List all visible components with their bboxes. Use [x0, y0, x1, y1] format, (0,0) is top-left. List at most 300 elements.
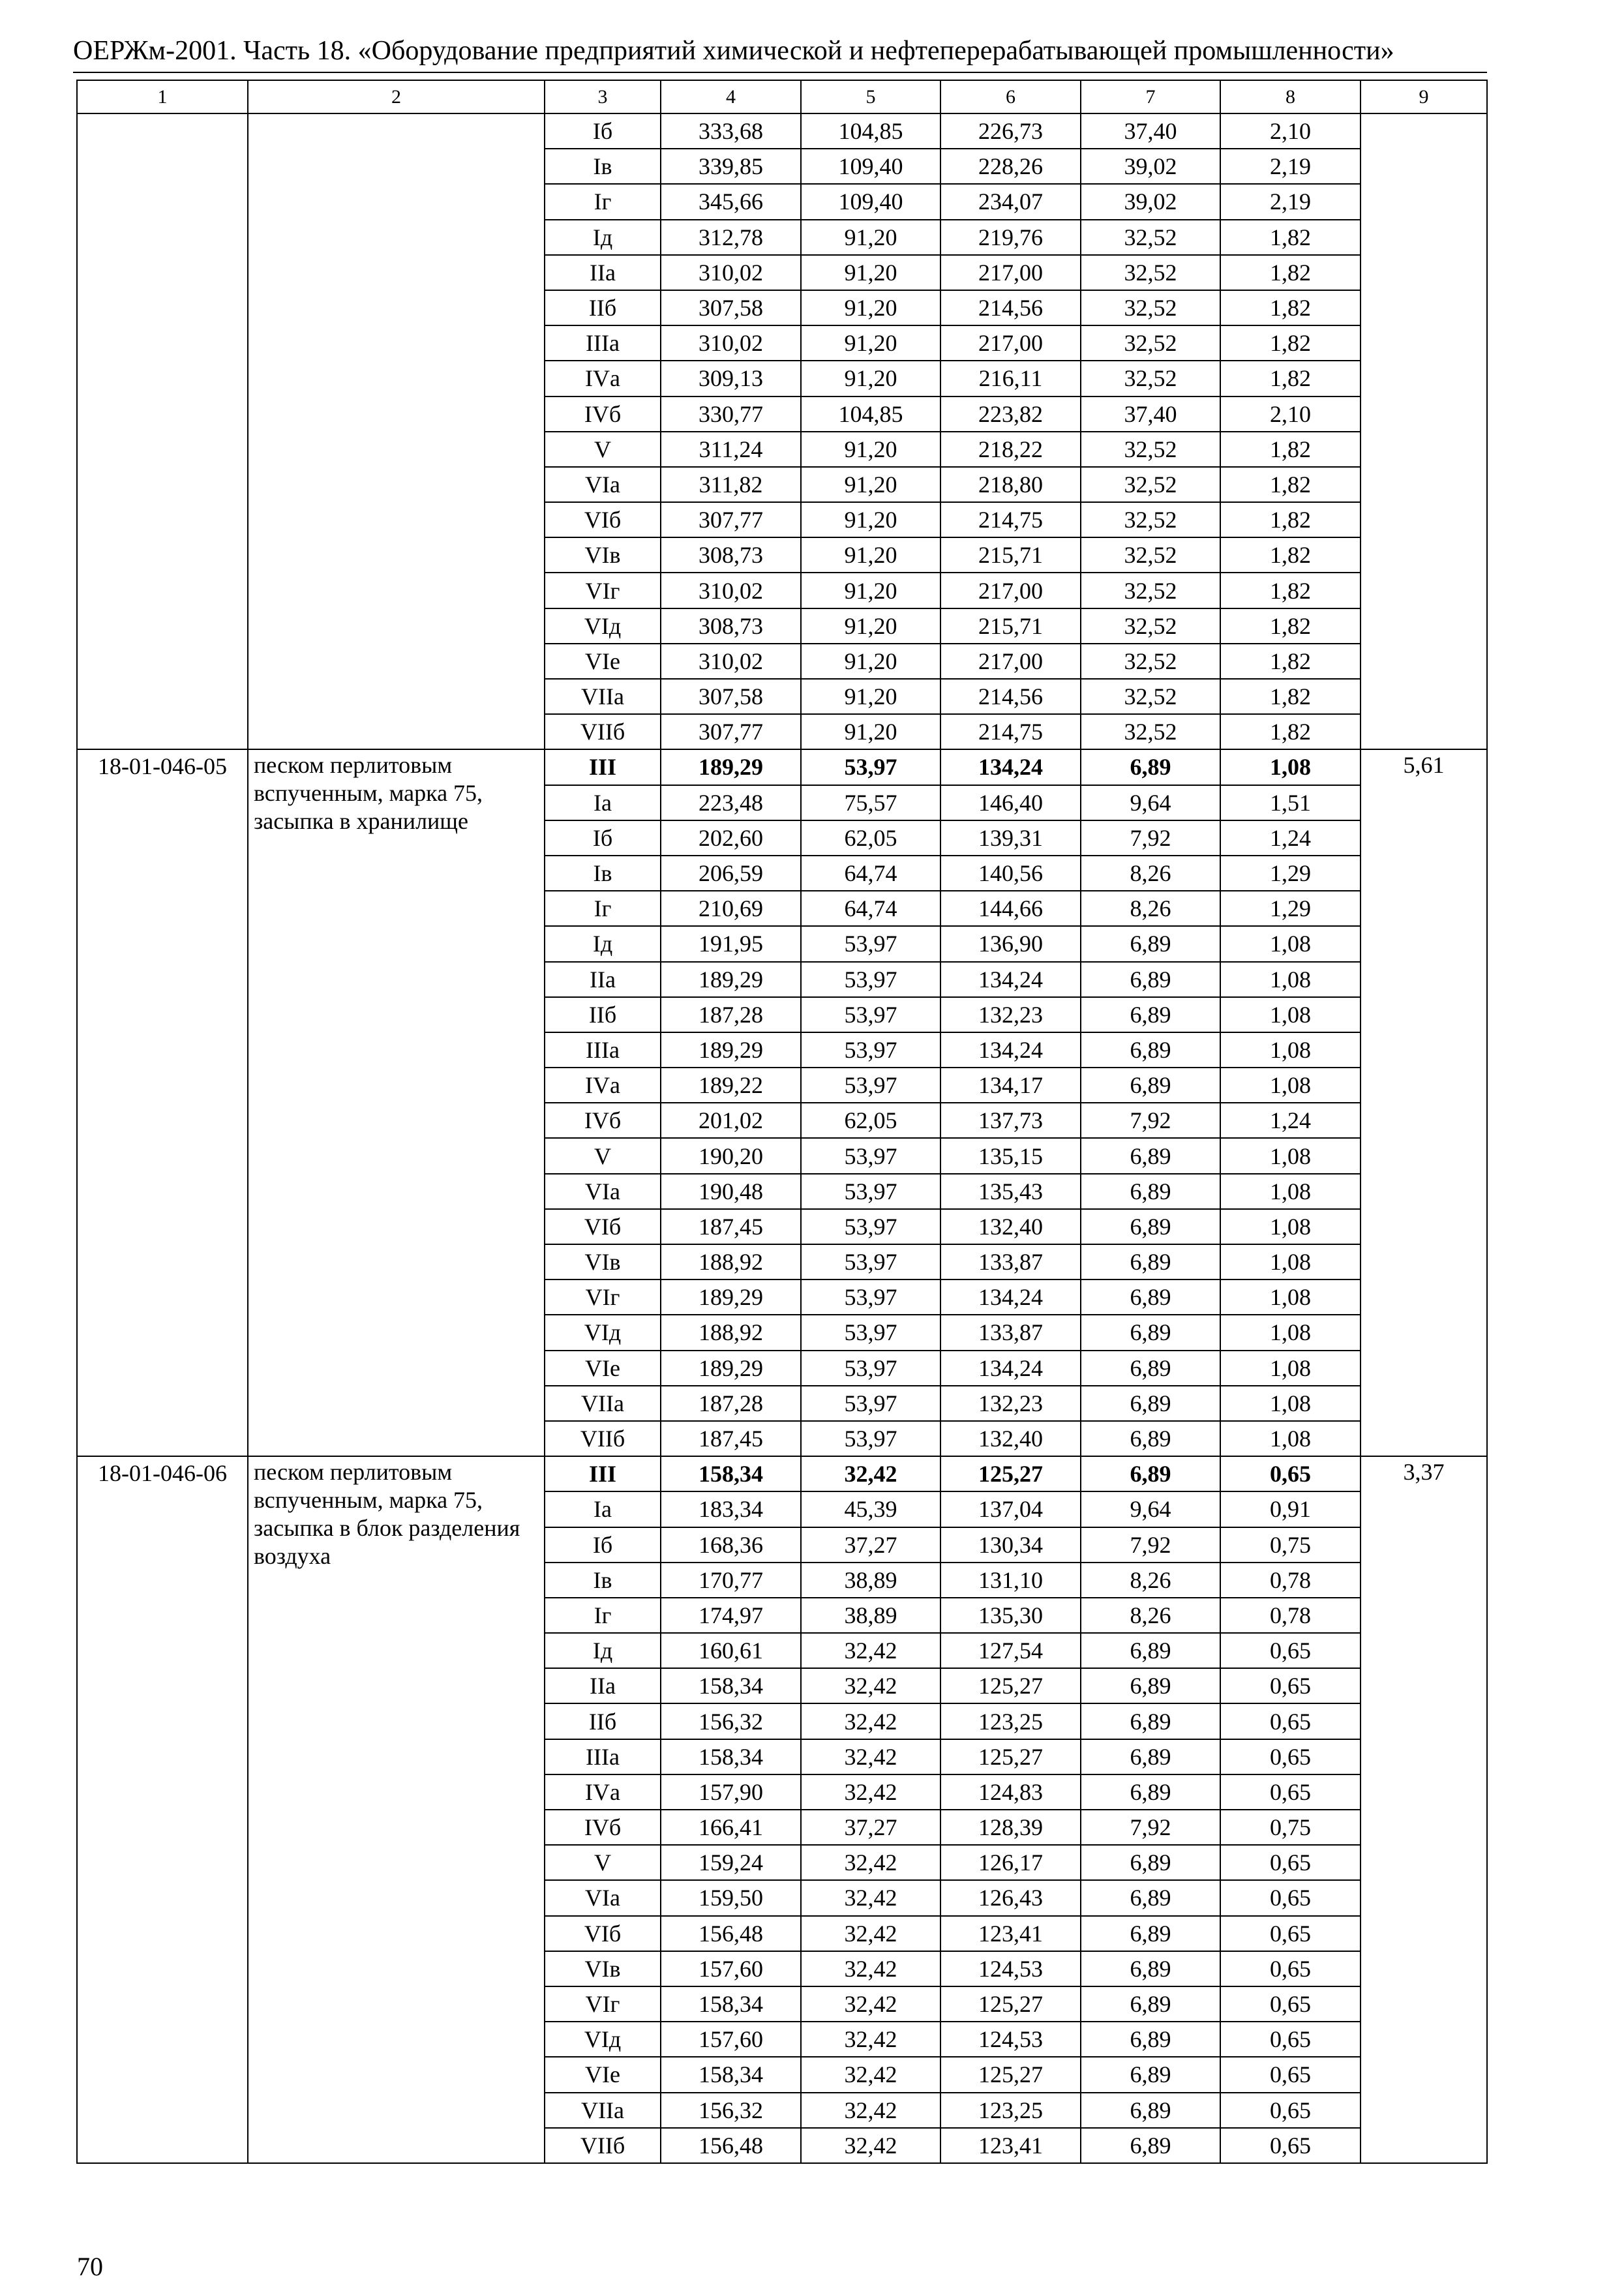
materials-cost-cell: 1,08 [1220, 1209, 1361, 1244]
machinist-wages-cell: 32,52 [1081, 220, 1220, 255]
machinist-wages-cell: 6,89 [1081, 997, 1220, 1032]
machine-cost-cell: 134,24 [940, 1351, 1081, 1386]
total-cost-cell: 333,68 [661, 113, 801, 149]
total-cost-cell: 189,29 [661, 1032, 801, 1068]
machinist-wages-cell: 6,89 [1081, 1845, 1220, 1880]
machinist-wages-cell: 32,52 [1081, 502, 1220, 537]
zone-cell: Iд [545, 220, 661, 255]
materials-cost-cell: 1,82 [1220, 679, 1361, 714]
wages-cell: 91,20 [801, 290, 940, 325]
wages-cell: 32,42 [801, 1668, 940, 1703]
zone-cell: Iд [545, 1633, 661, 1668]
machinist-wages-cell: 7,92 [1081, 1527, 1220, 1563]
machinist-wages-cell: 32,52 [1081, 255, 1220, 290]
zone-cell: Iв [545, 149, 661, 184]
wages-cell: 104,85 [801, 113, 940, 149]
wages-cell: 32,42 [801, 1845, 940, 1880]
wages-cell: 91,20 [801, 220, 940, 255]
zone-cell: IIб [545, 1703, 661, 1739]
wages-cell: 91,20 [801, 255, 940, 290]
materials-cost-cell: 0,78 [1220, 1598, 1361, 1633]
wages-cell: 64,74 [801, 856, 940, 891]
page-title: ОЕРЖм-2001. Часть 18. «Оборудование предприятий химической и нефтеперерабатывающей промышленности» [73, 36, 1394, 66]
zone-cell: IVб [545, 396, 661, 432]
machinist-wages-cell: 39,02 [1081, 149, 1220, 184]
machine-cost-cell: 134,24 [940, 749, 1081, 785]
materials-cost-cell: 1,24 [1220, 820, 1361, 856]
column-number: 1 [77, 80, 248, 113]
total-cost-cell: 156,32 [661, 1703, 801, 1739]
machine-cost-cell: 130,34 [940, 1527, 1081, 1563]
zone-cell: V [545, 1138, 661, 1173]
machine-cost-cell: 214,75 [940, 714, 1081, 749]
column-number: 5 [801, 80, 940, 113]
zone-cell: IIа [545, 255, 661, 290]
machine-cost-cell: 234,07 [940, 184, 1081, 219]
materials-cost-cell: 1,08 [1220, 1315, 1361, 1350]
machine-cost-cell: 132,23 [940, 1386, 1081, 1421]
machine-cost-cell: 140,56 [940, 856, 1081, 891]
machinist-wages-cell: 6,89 [1081, 1703, 1220, 1739]
zone-cell: IVа [545, 361, 661, 396]
machinist-wages-cell: 37,40 [1081, 113, 1220, 149]
zone-cell: IIIа [545, 325, 661, 361]
machine-cost-cell: 146,40 [940, 785, 1081, 820]
total-cost-cell: 345,66 [661, 184, 801, 219]
total-cost-cell: 189,29 [661, 1279, 801, 1315]
materials-cost-cell: 1,82 [1220, 644, 1361, 679]
table-row [77, 749, 1487, 785]
materials-cost-cell: 1,08 [1220, 1351, 1361, 1386]
materials-cost-cell: 1,08 [1220, 1386, 1361, 1421]
zone-cell: IVб [545, 1810, 661, 1845]
zone-cell: IVб [545, 1103, 661, 1138]
total-cost-cell: 157,60 [661, 1951, 801, 1986]
zone-cell: Iб [545, 820, 661, 856]
materials-cost-cell: 0,65 [1220, 1633, 1361, 1668]
machine-cost-cell: 133,87 [940, 1315, 1081, 1350]
zone-cell: VIд [545, 608, 661, 644]
total-cost-cell: 210,69 [661, 891, 801, 926]
header-divider [73, 72, 1487, 73]
machine-cost-cell: 135,43 [940, 1174, 1081, 1209]
machine-cost-cell: 136,90 [940, 926, 1081, 961]
total-cost-cell: 191,95 [661, 926, 801, 961]
materials-cost-cell: 2,19 [1220, 184, 1361, 219]
zone-cell: VIг [545, 1986, 661, 2022]
total-cost-cell: 190,20 [661, 1138, 801, 1173]
wages-cell: 91,20 [801, 573, 940, 608]
materials-cost-cell: 0,78 [1220, 1563, 1361, 1598]
total-cost-cell: 187,28 [661, 997, 801, 1032]
zone-cell: VIв [545, 537, 661, 573]
materials-cost-cell: 0,75 [1220, 1527, 1361, 1563]
zone-cell: Iд [545, 926, 661, 961]
materials-cost-cell: 1,82 [1220, 714, 1361, 749]
machine-cost-cell: 131,10 [940, 1563, 1081, 1598]
wages-cell: 53,97 [801, 1315, 940, 1350]
machinist-wages-cell: 32,52 [1081, 644, 1220, 679]
machine-cost-cell: 123,41 [940, 1916, 1081, 1951]
total-cost-cell: 308,73 [661, 537, 801, 573]
total-cost-cell: 307,77 [661, 714, 801, 749]
wages-cell: 37,27 [801, 1810, 940, 1845]
zone-cell: Iб [545, 113, 661, 149]
wages-cell: 91,20 [801, 361, 940, 396]
zone-cell: VIб [545, 1209, 661, 1244]
machinist-wages-cell: 7,92 [1081, 1810, 1220, 1845]
wages-cell: 91,20 [801, 679, 940, 714]
zone-cell: III [545, 1456, 661, 1491]
total-cost-cell: 158,34 [661, 1739, 801, 1774]
wages-cell: 32,42 [801, 1951, 940, 1986]
materials-cost-cell: 1,82 [1220, 255, 1361, 290]
zone-cell: VIе [545, 2057, 661, 2092]
wages-cell: 64,74 [801, 891, 940, 926]
column-number: 9 [1361, 80, 1487, 113]
wages-cell: 91,20 [801, 325, 940, 361]
total-cost-cell: 157,60 [661, 2022, 801, 2057]
wages-cell: 91,20 [801, 432, 940, 467]
rates-table [76, 80, 1488, 2164]
total-cost-cell: 159,24 [661, 1845, 801, 1880]
materials-cost-cell: 1,08 [1220, 997, 1361, 1032]
wages-cell: 45,39 [801, 1491, 940, 1527]
machinist-wages-cell: 32,52 [1081, 573, 1220, 608]
materials-cost-cell: 1,82 [1220, 537, 1361, 573]
machinist-wages-cell: 8,26 [1081, 891, 1220, 926]
materials-cost-cell: 1,82 [1220, 608, 1361, 644]
wages-cell: 32,42 [801, 1774, 940, 1810]
materials-cost-cell: 1,08 [1220, 962, 1361, 997]
machine-cost-cell: 125,27 [940, 1739, 1081, 1774]
zone-cell: Iв [545, 1563, 661, 1598]
wages-cell: 109,40 [801, 184, 940, 219]
column-number: 7 [1081, 80, 1220, 113]
materials-cost-cell: 0,65 [1220, 1703, 1361, 1739]
zone-cell: IIа [545, 962, 661, 997]
wages-cell: 53,97 [801, 1138, 940, 1173]
machine-cost-cell: 125,27 [940, 1986, 1081, 2022]
materials-cost-cell: 1,51 [1220, 785, 1361, 820]
machinist-wages-cell: 6,89 [1081, 1774, 1220, 1810]
work-description-cell [248, 113, 545, 749]
machine-cost-cell: 123,41 [940, 2128, 1081, 2163]
total-cost-cell: 308,73 [661, 608, 801, 644]
materials-cost-cell: 1,29 [1220, 856, 1361, 891]
total-cost-cell: 189,29 [661, 962, 801, 997]
total-cost-cell: 307,58 [661, 679, 801, 714]
table-body [77, 80, 1487, 2163]
machinist-wages-cell: 6,89 [1081, 2022, 1220, 2057]
materials-cost-cell: 1,29 [1220, 891, 1361, 926]
total-cost-cell: 159,50 [661, 1880, 801, 1915]
zone-cell: Iв [545, 856, 661, 891]
zone-cell: IIб [545, 997, 661, 1032]
zone-cell: IIIа [545, 1032, 661, 1068]
zone-cell: VIIа [545, 1386, 661, 1421]
column-9-cell: 5,61 [1361, 749, 1487, 1456]
rate-code-cell: 18-01-046-06 [77, 1456, 248, 2163]
total-cost-cell: 310,02 [661, 325, 801, 361]
machinist-wages-cell: 6,89 [1081, 1880, 1220, 1915]
total-cost-cell: 189,22 [661, 1068, 801, 1103]
total-cost-cell: 307,77 [661, 502, 801, 537]
total-cost-cell: 183,34 [661, 1491, 801, 1527]
wages-cell: 53,97 [801, 1421, 940, 1456]
zone-cell: VIг [545, 1279, 661, 1315]
machinist-wages-cell: 6,89 [1081, 1668, 1220, 1703]
machinist-wages-cell: 6,89 [1081, 926, 1220, 961]
zone-cell: Iг [545, 891, 661, 926]
total-cost-cell: 170,77 [661, 1563, 801, 1598]
total-cost-cell: 156,48 [661, 1916, 801, 1951]
total-cost-cell: 168,36 [661, 1527, 801, 1563]
materials-cost-cell: 0,65 [1220, 1456, 1361, 1491]
machinist-wages-cell: 37,40 [1081, 396, 1220, 432]
machinist-wages-cell: 6,89 [1081, 1138, 1220, 1173]
machine-cost-cell: 217,00 [940, 325, 1081, 361]
total-cost-cell: 187,28 [661, 1386, 801, 1421]
machinist-wages-cell: 6,89 [1081, 1421, 1220, 1456]
total-cost-cell: 157,90 [661, 1774, 801, 1810]
materials-cost-cell: 0,65 [1220, 1739, 1361, 1774]
total-cost-cell: 309,13 [661, 361, 801, 396]
machine-cost-cell: 133,87 [940, 1244, 1081, 1279]
wages-cell: 91,20 [801, 467, 940, 502]
total-cost-cell: 189,29 [661, 749, 801, 785]
machinist-wages-cell: 6,89 [1081, 1315, 1220, 1350]
machine-cost-cell: 214,56 [940, 290, 1081, 325]
materials-cost-cell: 1,82 [1220, 502, 1361, 537]
machine-cost-cell: 132,23 [940, 997, 1081, 1032]
machinist-wages-cell: 6,89 [1081, 1739, 1220, 1774]
zone-cell: III [545, 749, 661, 785]
wages-cell: 91,20 [801, 608, 940, 644]
wages-cell: 32,42 [801, 1916, 940, 1951]
machinist-wages-cell: 32,52 [1081, 714, 1220, 749]
machine-cost-cell: 132,40 [940, 1421, 1081, 1456]
zone-cell: VIIа [545, 679, 661, 714]
materials-cost-cell: 0,65 [1220, 1845, 1361, 1880]
total-cost-cell: 223,48 [661, 785, 801, 820]
zone-cell: VIб [545, 1916, 661, 1951]
materials-cost-cell: 0,91 [1220, 1491, 1361, 1527]
machinist-wages-cell: 6,89 [1081, 962, 1220, 997]
machinist-wages-cell: 6,89 [1081, 1209, 1220, 1244]
materials-cost-cell: 1,08 [1220, 1244, 1361, 1279]
machinist-wages-cell: 9,64 [1081, 1491, 1220, 1527]
materials-cost-cell: 1,82 [1220, 220, 1361, 255]
total-cost-cell: 307,58 [661, 290, 801, 325]
machinist-wages-cell: 8,26 [1081, 856, 1220, 891]
total-cost-cell: 206,59 [661, 856, 801, 891]
zone-cell: VIб [545, 502, 661, 537]
machine-cost-cell: 124,83 [940, 1774, 1081, 1810]
machine-cost-cell: 228,26 [940, 149, 1081, 184]
zone-cell: Iг [545, 1598, 661, 1633]
machinist-wages-cell: 6,89 [1081, 1068, 1220, 1103]
zone-cell: VIа [545, 467, 661, 502]
machinist-wages-cell: 32,52 [1081, 290, 1220, 325]
zone-cell: IVа [545, 1774, 661, 1810]
column-number-row [77, 80, 1487, 113]
machine-cost-cell: 223,82 [940, 396, 1081, 432]
machine-cost-cell: 126,43 [940, 1880, 1081, 1915]
wages-cell: 32,42 [801, 1703, 940, 1739]
wages-cell: 53,97 [801, 749, 940, 785]
wages-cell: 62,05 [801, 1103, 940, 1138]
zone-cell: VIIб [545, 1421, 661, 1456]
column-number: 2 [248, 80, 545, 113]
machine-cost-cell: 144,66 [940, 891, 1081, 926]
machinist-wages-cell: 6,89 [1081, 2093, 1220, 2128]
total-cost-cell: 190,48 [661, 1174, 801, 1209]
total-cost-cell: 188,92 [661, 1244, 801, 1279]
zone-cell: Iг [545, 184, 661, 219]
zone-cell: VIа [545, 1174, 661, 1209]
zone-cell: VIIб [545, 2128, 661, 2163]
wages-cell: 32,42 [801, 1986, 940, 2022]
machinist-wages-cell: 6,89 [1081, 1244, 1220, 1279]
machinist-wages-cell: 6,89 [1081, 1986, 1220, 2022]
wages-cell: 32,42 [801, 2128, 940, 2163]
materials-cost-cell: 0,75 [1220, 1810, 1361, 1845]
materials-cost-cell: 1,08 [1220, 1032, 1361, 1068]
total-cost-cell: 174,97 [661, 1598, 801, 1633]
machine-cost-cell: 139,31 [940, 820, 1081, 856]
machine-cost-cell: 135,15 [940, 1138, 1081, 1173]
machinist-wages-cell: 32,52 [1081, 361, 1220, 396]
column-number: 6 [940, 80, 1081, 113]
machine-cost-cell: 137,73 [940, 1103, 1081, 1138]
materials-cost-cell: 1,82 [1220, 361, 1361, 396]
wages-cell: 53,97 [801, 1174, 940, 1209]
materials-cost-cell: 1,82 [1220, 467, 1361, 502]
machine-cost-cell: 218,22 [940, 432, 1081, 467]
wages-cell: 53,97 [801, 1386, 940, 1421]
zone-cell: V [545, 1845, 661, 1880]
machine-cost-cell: 123,25 [940, 1703, 1081, 1739]
zone-cell: VIе [545, 1351, 661, 1386]
total-cost-cell: 156,48 [661, 2128, 801, 2163]
wages-cell: 91,20 [801, 644, 940, 679]
machine-cost-cell: 125,27 [940, 1668, 1081, 1703]
wages-cell: 53,97 [801, 962, 940, 997]
machine-cost-cell: 218,80 [940, 467, 1081, 502]
zone-cell: VIд [545, 1315, 661, 1350]
machinist-wages-cell: 6,89 [1081, 1279, 1220, 1315]
zone-cell: VIа [545, 1880, 661, 1915]
table-row [77, 1456, 1487, 1491]
wages-cell: 104,85 [801, 396, 940, 432]
total-cost-cell: 310,02 [661, 573, 801, 608]
materials-cost-cell: 1,82 [1220, 432, 1361, 467]
wages-cell: 109,40 [801, 149, 940, 184]
rate-code-cell [77, 113, 248, 749]
materials-cost-cell: 0,65 [1220, 2022, 1361, 2057]
machinist-wages-cell: 8,26 [1081, 1598, 1220, 1633]
wages-cell: 32,42 [801, 1739, 940, 1774]
wages-cell: 32,42 [801, 1633, 940, 1668]
total-cost-cell: 158,34 [661, 2057, 801, 2092]
machine-cost-cell: 126,17 [940, 1845, 1081, 1880]
total-cost-cell: 330,77 [661, 396, 801, 432]
table-row [77, 113, 1487, 149]
materials-cost-cell: 1,08 [1220, 1421, 1361, 1456]
materials-cost-cell: 2,10 [1220, 396, 1361, 432]
zone-cell: V [545, 432, 661, 467]
machinist-wages-cell: 9,64 [1081, 785, 1220, 820]
machinist-wages-cell: 7,92 [1081, 1103, 1220, 1138]
total-cost-cell: 311,82 [661, 467, 801, 502]
zone-cell: VIд [545, 2022, 661, 2057]
wages-cell: 32,42 [801, 1880, 940, 1915]
machine-cost-cell: 215,71 [940, 608, 1081, 644]
machinist-wages-cell: 6,89 [1081, 1916, 1220, 1951]
rate-code-cell: 18-01-046-05 [77, 749, 248, 1456]
wages-cell: 32,42 [801, 2022, 940, 2057]
column-9-cell [1361, 113, 1487, 749]
zone-cell: Iа [545, 1491, 661, 1527]
materials-cost-cell: 0,65 [1220, 1774, 1361, 1810]
materials-cost-cell: 1,24 [1220, 1103, 1361, 1138]
materials-cost-cell: 0,65 [1220, 2093, 1361, 2128]
machine-cost-cell: 123,25 [940, 2093, 1081, 2128]
machinist-wages-cell: 32,52 [1081, 537, 1220, 573]
total-cost-cell: 202,60 [661, 820, 801, 856]
wages-cell: 53,97 [801, 997, 940, 1032]
machinist-wages-cell: 6,89 [1081, 749, 1220, 785]
total-cost-cell: 188,92 [661, 1315, 801, 1350]
machinist-wages-cell: 6,89 [1081, 1351, 1220, 1386]
machine-cost-cell: 134,24 [940, 962, 1081, 997]
materials-cost-cell: 1,08 [1220, 1068, 1361, 1103]
total-cost-cell: 310,02 [661, 255, 801, 290]
machine-cost-cell: 216,11 [940, 361, 1081, 396]
machine-cost-cell: 215,71 [940, 537, 1081, 573]
wages-cell: 91,20 [801, 502, 940, 537]
zone-cell: IVа [545, 1068, 661, 1103]
zone-cell: Iб [545, 1527, 661, 1563]
wages-cell: 38,89 [801, 1598, 940, 1633]
total-cost-cell: 158,34 [661, 1986, 801, 2022]
zone-cell: VIв [545, 1244, 661, 1279]
machinist-wages-cell: 6,89 [1081, 1951, 1220, 1986]
wages-cell: 32,42 [801, 1456, 940, 1491]
machinist-wages-cell: 6,89 [1081, 1174, 1220, 1209]
machine-cost-cell: 127,54 [940, 1633, 1081, 1668]
machine-cost-cell: 124,53 [940, 2022, 1081, 2057]
total-cost-cell: 339,85 [661, 149, 801, 184]
total-cost-cell: 158,34 [661, 1668, 801, 1703]
wages-cell: 53,97 [801, 1209, 940, 1244]
column-number: 4 [661, 80, 801, 113]
materials-cost-cell: 1,82 [1220, 325, 1361, 361]
wages-cell: 53,97 [801, 1279, 940, 1315]
materials-cost-cell: 1,08 [1220, 749, 1361, 785]
total-cost-cell: 187,45 [661, 1209, 801, 1244]
column-number: 8 [1220, 80, 1361, 113]
materials-cost-cell: 0,65 [1220, 1951, 1361, 1986]
total-cost-cell: 158,34 [661, 1456, 801, 1491]
machinist-wages-cell: 6,89 [1081, 1386, 1220, 1421]
machinist-wages-cell: 6,89 [1081, 2057, 1220, 2092]
wages-cell: 53,97 [801, 1351, 940, 1386]
machine-cost-cell: 134,17 [940, 1068, 1081, 1103]
machinist-wages-cell: 6,89 [1081, 1032, 1220, 1068]
total-cost-cell: 201,02 [661, 1103, 801, 1138]
